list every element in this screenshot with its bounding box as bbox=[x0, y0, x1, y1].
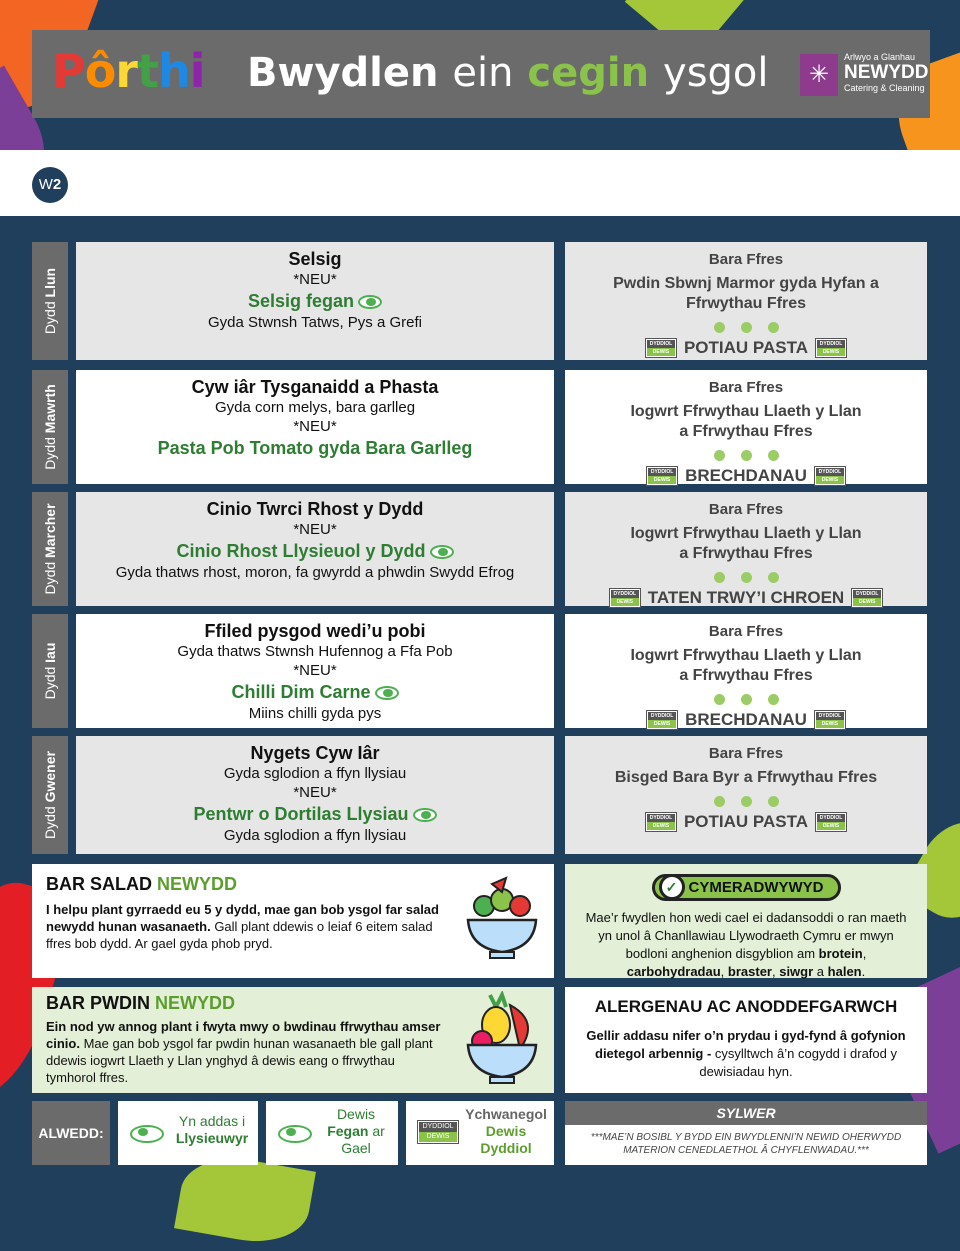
dessert-line: a Ffrwythau Ffres bbox=[679, 667, 813, 684]
day-label-text: Dydd Iau bbox=[42, 642, 58, 700]
week-badge: W2 bbox=[32, 167, 68, 203]
dessert-line: Pwdin Sbwnj Marmor gyda Hyfan a bbox=[613, 275, 879, 292]
dessert-line: a Ffrwythau Ffres bbox=[679, 423, 813, 440]
vegan-approved-icon bbox=[375, 686, 399, 700]
main-course-line: Chilli Dim Carne bbox=[76, 680, 554, 704]
note-box bbox=[565, 1101, 927, 1165]
dessert-mawrth bbox=[565, 370, 927, 484]
dessert-gwener bbox=[565, 736, 927, 854]
daily-choice-icon: DYDDIOL DEWIS bbox=[815, 711, 845, 729]
check-badge-icon: ✓ bbox=[659, 874, 685, 900]
dessert-bread: Bara Ffres bbox=[708, 623, 784, 640]
main-course-line: Nygets Cyw Iâr bbox=[250, 743, 380, 763]
daily-choice-icon: DYDDIOL DEWIS bbox=[610, 589, 640, 607]
allergens-text: Gellir addasu nifer o’n prydau i gyd-fynd â gofynion dietegol arbennig - cysylltwch â’n cogydd i drafod y dewisiadau hyn. bbox=[586, 1028, 906, 1079]
daily-choice-icon: DYDDIOL DEWIS bbox=[646, 813, 676, 831]
main-course-iau bbox=[76, 614, 554, 728]
logo-letter: r bbox=[115, 44, 138, 98]
salad-bar-title: BAR SALAD NEWYDD bbox=[46, 874, 238, 894]
main-course-line: *NEU* bbox=[293, 271, 337, 288]
header-bar bbox=[32, 30, 930, 118]
note-text: ***MAE’N BOSIBL Y BYDD EIN BWYDLENNI’N NEWID OHERWYDD MATERION CENEDLAETHOL Â CHYFLENWADAU.*** bbox=[590, 1132, 902, 1156]
dessert-line: a Ffrwythau Ffres bbox=[679, 545, 813, 562]
day-label-iau bbox=[32, 614, 68, 728]
main-course-line: Ffiled pysgod wedi’u pobi bbox=[204, 621, 426, 641]
vegan-approved-icon bbox=[358, 295, 382, 309]
day-label-text: Dydd Marcher bbox=[42, 503, 58, 595]
vegan-approved-icon bbox=[278, 1125, 312, 1143]
main-course-gwener bbox=[76, 736, 554, 854]
dessert-iau bbox=[565, 614, 927, 728]
day-label-text: Dydd Llun bbox=[42, 267, 58, 335]
page-title: Bwydlen ein cegin ysgol bbox=[247, 50, 769, 96]
salad-bar-box bbox=[32, 864, 554, 978]
main-course-line: Gyda Stwnsh Tatws, Pys a Grefi bbox=[208, 314, 422, 331]
brand-subtitle: Catering & Cleaning bbox=[844, 83, 925, 93]
main-course-line: Cinio Twrci Rhost y Dydd bbox=[206, 499, 424, 519]
vegetarian-approved-icon bbox=[130, 1125, 164, 1143]
brand-name: NEWYDD bbox=[844, 62, 929, 83]
newydd-brand bbox=[800, 50, 929, 100]
dessert-bread: Bara Ffres bbox=[708, 251, 784, 268]
note-title: SYLWER bbox=[565, 1101, 927, 1125]
separator-dots bbox=[565, 570, 927, 582]
day-label-gwener bbox=[32, 736, 68, 854]
key-daily-text: Ychwanegol Dewis Dyddiol bbox=[465, 1106, 547, 1156]
main-course-line: Pentwr o Dortilas Llysiau bbox=[76, 802, 554, 826]
brand-tagline: Arlwyo a Glanhau bbox=[844, 52, 916, 62]
daily-choice-icon: DYDDIOL DEWIS bbox=[646, 339, 676, 357]
key-vegan bbox=[266, 1101, 398, 1165]
main-course-line: *NEU* bbox=[293, 521, 337, 538]
daily-choice-icon: DYDDIOL DEWIS bbox=[647, 467, 677, 485]
dessert-line: Iogwrt Ffrwythau Llaeth y Llan bbox=[630, 647, 862, 664]
porthi-logo bbox=[52, 44, 205, 98]
main-course-mawrth bbox=[76, 370, 554, 484]
main-course-marcher bbox=[76, 492, 554, 606]
dessert-line: Bisged Bara Byr a Ffrwythau Ffres bbox=[614, 769, 878, 786]
fruit-bowl-icon bbox=[462, 991, 542, 1071]
day-label-text: Dydd Gwener bbox=[42, 751, 58, 839]
main-course-line: Gyda sglodion a ffyn llysiau bbox=[223, 827, 407, 844]
main-course-line: Pasta Pob Tomato gyda Bara Garlleg bbox=[157, 438, 473, 458]
logo-letter: t bbox=[137, 44, 159, 98]
main-course-line: *NEU* bbox=[293, 418, 337, 435]
main-course-line: Selsig fegan bbox=[76, 289, 554, 313]
logo-letter: i bbox=[189, 44, 205, 98]
dessert-line: Iogwrt Ffrwythau Llaeth y Llan bbox=[630, 525, 862, 542]
separator-dots bbox=[565, 692, 927, 704]
logo-letter: h bbox=[158, 44, 190, 98]
allergens-box bbox=[565, 987, 927, 1093]
dessert-line: Ffrwythau Ffres bbox=[685, 295, 806, 312]
day-label-text: Dydd Mawrth bbox=[42, 384, 58, 470]
key-vegetarian bbox=[118, 1101, 258, 1165]
key-vegan-text: Dewis Fegan ar Gael bbox=[327, 1106, 385, 1156]
day-label-llun bbox=[32, 242, 68, 360]
daily-extra-option: DYDDIOL DEWIS BRECHDANAU DYDDIOL DEWIS bbox=[565, 710, 927, 730]
key-daily bbox=[406, 1101, 554, 1165]
dessert-bread: Bara Ffres bbox=[708, 501, 784, 518]
main-course-line: Gyda sglodion a ffyn llysiau bbox=[223, 765, 407, 782]
day-label-mawrth bbox=[32, 370, 68, 484]
salad-bowl-icon bbox=[462, 876, 542, 956]
main-course-line: Cyw iâr Tysganaidd a Phasta bbox=[191, 377, 439, 397]
daily-choice-icon: DYDDIOL DEWIS bbox=[647, 711, 677, 729]
logo-letter: P bbox=[52, 44, 85, 98]
week-bar bbox=[0, 150, 960, 216]
main-course-line: *NEU* bbox=[293, 662, 337, 679]
separator-dots bbox=[565, 448, 927, 460]
vegan-approved-icon bbox=[413, 808, 437, 822]
main-course-line: Gyda thatws Stwnsh Hufennog a Ffa Pob bbox=[177, 643, 453, 660]
daily-choice-icon: DYDDIOL DEWIS bbox=[816, 339, 846, 357]
separator-dots bbox=[565, 320, 927, 332]
dessert-line: Iogwrt Ffrwythau Llaeth y Llan bbox=[630, 403, 862, 420]
key-vegetarian-text: Yn addas i Llysieuwyr bbox=[175, 1113, 249, 1146]
dessert-marcher bbox=[565, 492, 927, 606]
main-course-line: Gyda corn melys, bara garlleg bbox=[214, 399, 416, 416]
pudding-bar-title: BAR PWDIN NEWYDD bbox=[46, 993, 236, 1013]
daily-extra-option: DYDDIOL DEWIS POTIAU PASTA DYDDIOL DEWIS bbox=[565, 338, 927, 358]
key-label: ALWEDD: bbox=[32, 1101, 110, 1165]
dessert-bread: Bara Ffres bbox=[708, 379, 784, 396]
main-course-line: Selsig bbox=[288, 249, 342, 269]
daily-choice-icon: DYDDIOL DEWIS bbox=[418, 1121, 458, 1143]
logo-letter: ô bbox=[84, 44, 116, 98]
dessert-llun bbox=[565, 242, 927, 360]
daily-extra-option: DYDDIOL DEWIS BRECHDANAU DYDDIOL DEWIS bbox=[565, 466, 927, 486]
daily-extra-option: DYDDIOL DEWIS POTIAU PASTA DYDDIOL DEWIS bbox=[565, 812, 927, 832]
daily-choice-icon: DYDDIOL DEWIS bbox=[815, 467, 845, 485]
daily-extra-option: DYDDIOL DEWIS TATEN TRWY’I CHROEN DYDDIOL DEWIS bbox=[565, 588, 927, 608]
vegan-approved-icon bbox=[430, 545, 454, 559]
approved-box bbox=[565, 864, 927, 978]
approved-badge: ✓ CYMERADWYWYD bbox=[652, 874, 841, 901]
newydd-logo-icon: ✳ bbox=[800, 54, 838, 96]
pudding-bar-text: Ein nod yw annog plant i fwyta mwy o bwdinau ffrwythau amser cinio. Mae gan bob ysgol far pwdin hunan wasanaeth ble gall plant ddewis iogwrt Llaeth y Llan ynghyd â dewis eang o ffrwythau tymhorol ffres. bbox=[46, 1019, 441, 1085]
main-course-line: Cinio Rhost Llysieuol y Dydd bbox=[76, 539, 554, 563]
main-course-line: *NEU* bbox=[293, 784, 337, 801]
pudding-bar-box bbox=[32, 987, 554, 1093]
salad-bar-text: I helpu plant gyrraedd eu 5 y dydd, mae gan bob ysgol far salad newydd hunan wasanaeth. Gall plant ddewis o leiaf 6 eitem salad ffres bob dydd. Ar gael gyda phob pryd. bbox=[46, 902, 439, 951]
approved-text: Mae’r fwydlen hon wedi cael ei dadansoddi o ran maeth yn unol â Chanllawiau Llywodraeth Cymru er mwyn bodloni anghenion disgyblion am brotein, carbohydradau, braster, siwgr a halen. bbox=[585, 910, 907, 979]
main-course-llun bbox=[76, 242, 554, 360]
dessert-bread: Bara Ffres bbox=[708, 745, 784, 762]
separator-dots bbox=[565, 794, 927, 806]
main-course-line: Gyda thatws rhost, moron, fa gwyrdd a phwdin Swydd Efrog bbox=[115, 564, 515, 581]
daily-choice-icon: DYDDIOL DEWIS bbox=[852, 589, 882, 607]
main-course-line: Miins chilli gyda pys bbox=[248, 705, 382, 722]
day-label-marcher bbox=[32, 492, 68, 606]
allergens-title: ALERGENAU AC ANODDEFGARWCH bbox=[594, 997, 898, 1016]
daily-choice-icon: DYDDIOL DEWIS bbox=[816, 813, 846, 831]
